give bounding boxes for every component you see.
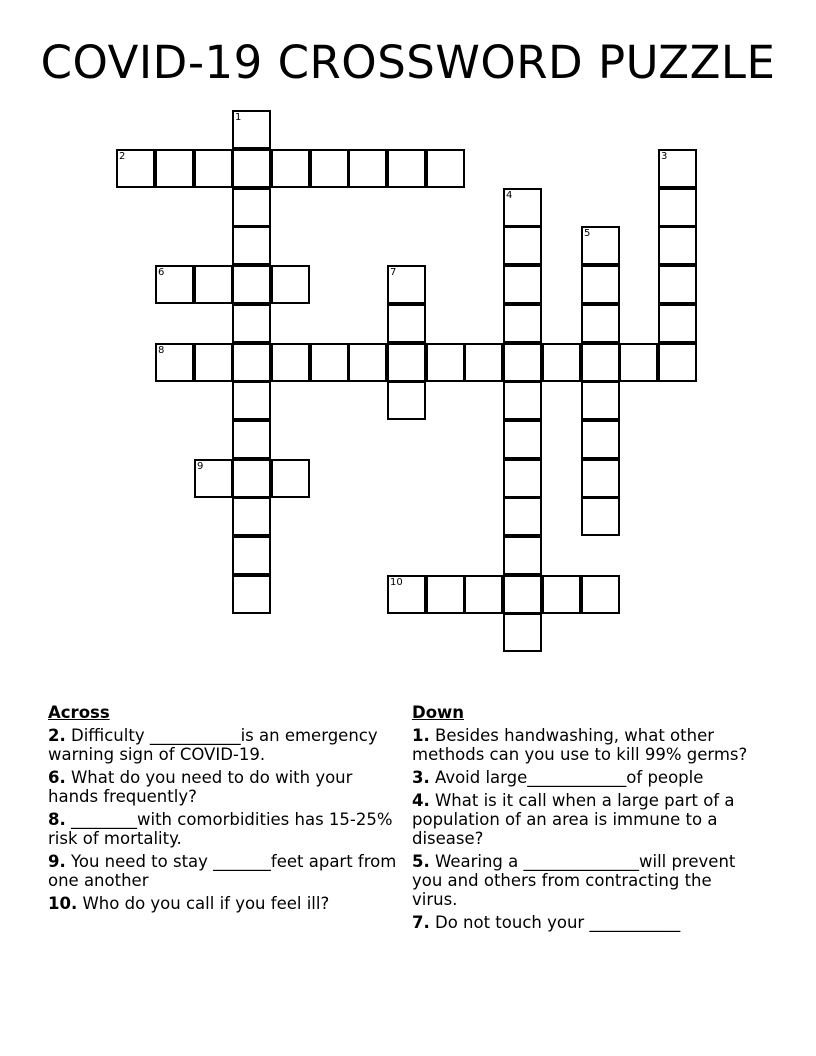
grid-cell[interactable]: [542, 343, 581, 382]
cell-number: 3: [661, 151, 668, 162]
clue-text: Difficulty ___________is an emergency warning sign of COVID-19.: [48, 726, 378, 764]
clue-text: Besides handwashing, what other methods can you use to kill 99% germs?: [412, 726, 748, 764]
clue-text: ________with comorbidities has 15-25% risk of mortality.: [48, 810, 393, 848]
grid-cell[interactable]: [503, 575, 542, 614]
grid-cell[interactable]: [232, 110, 271, 149]
grid-cell[interactable]: [464, 575, 503, 614]
clue-number: 3.: [412, 768, 430, 787]
grid-cell[interactable]: [581, 420, 620, 459]
grid-cell[interactable]: [658, 188, 697, 227]
cell-number: 1: [235, 112, 242, 123]
grid-cell[interactable]: [658, 149, 697, 188]
down-heading: Down: [412, 703, 465, 722]
grid-cell[interactable]: [503, 497, 542, 536]
grid-cell[interactable]: [387, 381, 426, 420]
clue-text: You need to stay _______feet apart from one another: [48, 852, 397, 890]
grid-cell[interactable]: [387, 265, 426, 304]
clue-number: 6.: [48, 768, 66, 787]
cell-number: 6: [158, 267, 165, 278]
clue-number: 2.: [48, 726, 66, 745]
clue-text: Avoid large____________of people: [429, 768, 704, 787]
grid-cell[interactable]: [232, 304, 271, 343]
clue-number: 9.: [48, 852, 66, 871]
grid-cell[interactable]: [310, 343, 349, 382]
clue-number: 8.: [48, 810, 66, 829]
across-heading: Across: [48, 703, 110, 722]
clue-across-6: [48, 768, 398, 806]
grid-cell[interactable]: [658, 265, 697, 304]
grid-cell[interactable]: [581, 265, 620, 304]
down-clues: [412, 703, 762, 936]
grid-cell[interactable]: [503, 420, 542, 459]
grid-cell[interactable]: [155, 343, 194, 382]
grid-cell[interactable]: [581, 226, 620, 265]
grid-cell[interactable]: [271, 265, 310, 304]
grid-cell[interactable]: [194, 265, 233, 304]
cell-number: 9: [197, 461, 204, 472]
grid-cell[interactable]: [387, 343, 426, 382]
grid-cell[interactable]: [232, 188, 271, 227]
grid-cell[interactable]: [658, 226, 697, 265]
grid-cell[interactable]: [387, 304, 426, 343]
grid-cell[interactable]: [232, 497, 271, 536]
clue-number: 7.: [412, 913, 430, 932]
grid-cell[interactable]: [271, 459, 310, 498]
grid-cell[interactable]: [310, 149, 349, 188]
clue-text: Do not touch your ___________: [429, 913, 681, 932]
grid-cell[interactable]: [464, 343, 503, 382]
grid-cell[interactable]: [387, 149, 426, 188]
grid-cell[interactable]: [658, 304, 697, 343]
grid-cell[interactable]: [271, 343, 310, 382]
grid-cell[interactable]: [232, 459, 271, 498]
grid-cell[interactable]: [426, 575, 465, 614]
grid-cell[interactable]: [426, 343, 465, 382]
grid-cell[interactable]: [503, 188, 542, 227]
page-title: COVID-19 CROSSWORD PUZZLE: [40, 36, 776, 89]
clue-across-9: [48, 852, 398, 890]
grid-cell[interactable]: [232, 536, 271, 575]
grid-cell[interactable]: [232, 226, 271, 265]
grid-cell[interactable]: [542, 575, 581, 614]
grid-cell[interactable]: [581, 497, 620, 536]
grid-cell[interactable]: [194, 149, 233, 188]
grid-cell[interactable]: [194, 459, 233, 498]
cell-number: 5: [584, 228, 591, 239]
grid-cell[interactable]: [387, 575, 426, 614]
clue-down-7: [412, 913, 762, 932]
clue-across-8: [48, 810, 398, 848]
cell-number: 4: [506, 190, 513, 201]
clue-down-4: [412, 791, 762, 848]
grid-cell[interactable]: [581, 575, 620, 614]
clue-across-2: [48, 726, 398, 764]
grid-cell[interactable]: [503, 613, 542, 652]
grid-cell[interactable]: [503, 536, 542, 575]
clue-text: What is it call when a large part of a population of an area is immune to a disease?: [412, 791, 735, 848]
grid-cell[interactable]: [232, 265, 271, 304]
clue-across-10: [48, 894, 398, 913]
grid-cell[interactable]: [503, 381, 542, 420]
grid-cell[interactable]: [426, 149, 465, 188]
grid-cell[interactable]: [155, 265, 194, 304]
cell-number: 8: [158, 345, 165, 356]
cell-number: 10: [390, 577, 403, 588]
grid-cell[interactable]: [503, 459, 542, 498]
grid-cell[interactable]: [194, 343, 233, 382]
grid-cell[interactable]: [581, 459, 620, 498]
clue-text: Who do you call if you feel ill?: [77, 894, 330, 913]
clue-number: 5.: [412, 852, 430, 871]
grid-cell[interactable]: [503, 343, 542, 382]
grid-cell[interactable]: [232, 343, 271, 382]
cell-number: 7: [390, 267, 397, 278]
clue-number: 1.: [412, 726, 430, 745]
clue-text: Wearing a ______________will prevent you and others from contracting the virus.: [412, 852, 736, 909]
grid-cell[interactable]: [503, 226, 542, 265]
grid-cell[interactable]: [348, 149, 387, 188]
clue-number: 4.: [412, 791, 430, 810]
grid-cell[interactable]: [155, 149, 194, 188]
clue-text: What do you need to do with your hands frequently?: [48, 768, 353, 806]
grid-cell[interactable]: [232, 149, 271, 188]
clue-number: 10.: [48, 894, 78, 913]
grid-cell[interactable]: [503, 304, 542, 343]
grid-cell[interactable]: [581, 343, 620, 382]
grid-cell[interactable]: [581, 304, 620, 343]
cell-number: 2: [119, 151, 126, 162]
grid-cell[interactable]: [503, 265, 542, 304]
across-clues: [48, 703, 398, 917]
grid-cell[interactable]: [271, 149, 310, 188]
grid-cell[interactable]: [658, 343, 697, 382]
grid-cell[interactable]: [619, 343, 658, 382]
grid-cell[interactable]: [232, 381, 271, 420]
grid-cell[interactable]: [232, 575, 271, 614]
clue-down-1: [412, 726, 762, 764]
grid-cell[interactable]: [116, 149, 155, 188]
grid-cell[interactable]: [348, 343, 387, 382]
grid-cell[interactable]: [581, 381, 620, 420]
clue-down-3: [412, 768, 762, 787]
clue-down-5: [412, 852, 762, 909]
grid-cell[interactable]: [232, 420, 271, 459]
